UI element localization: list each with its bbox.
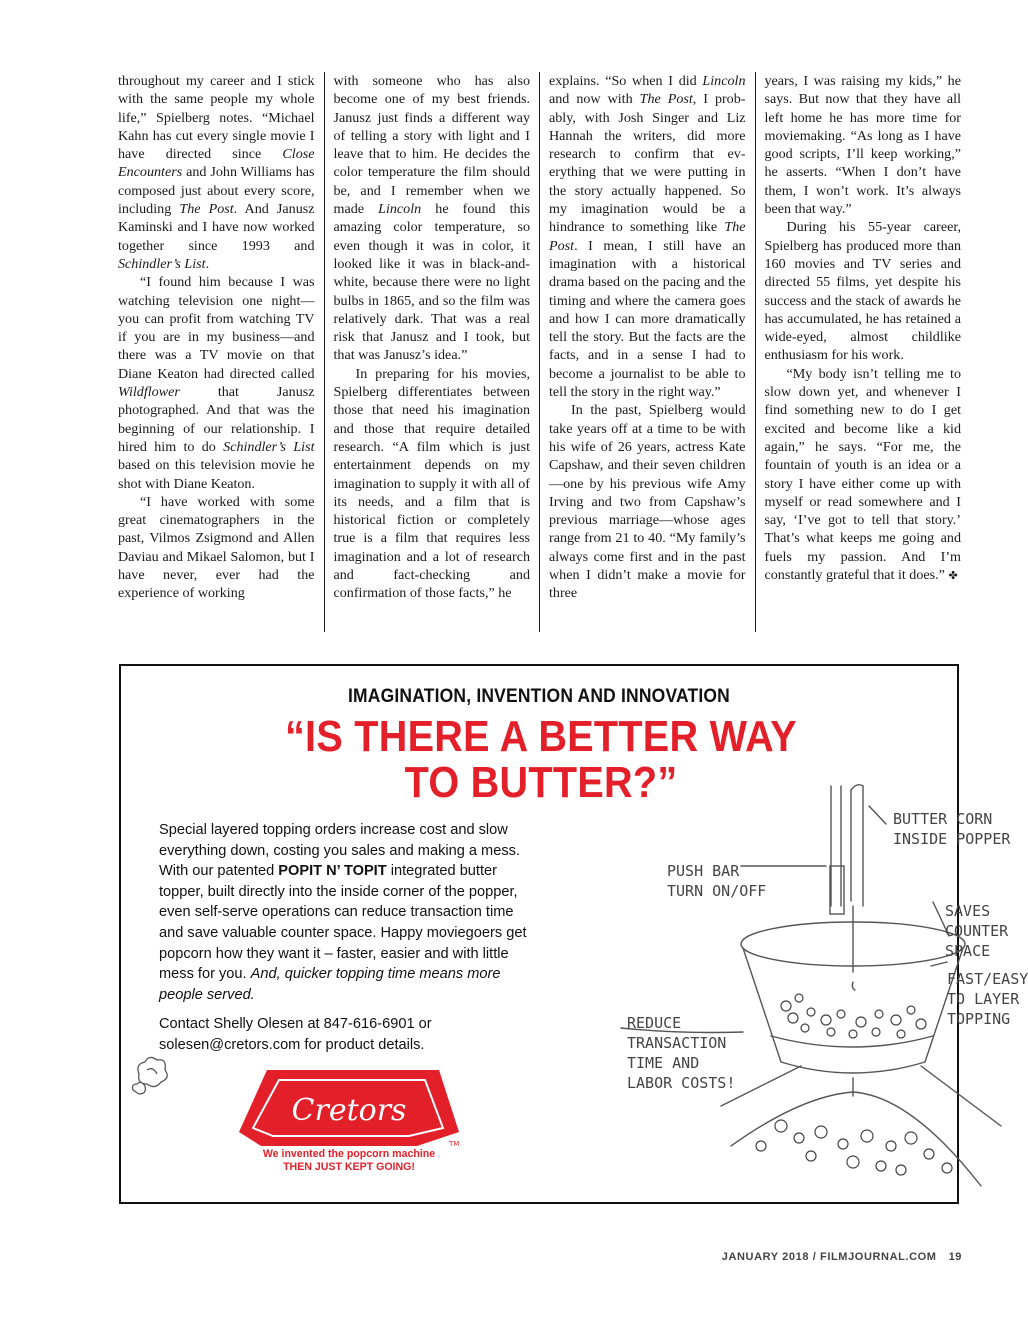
sketch-label: SAVES	[945, 902, 991, 920]
film-title: Lincoln	[702, 73, 746, 89]
sketch-label: INSIDE POPPER	[893, 830, 1011, 848]
cretors-logo-badge	[239, 1070, 459, 1148]
cretors-logo	[239, 1070, 469, 1180]
sketch-label: PUSH BAR	[667, 862, 740, 880]
ad-headline-line: TO BUTTER?”	[404, 758, 678, 807]
paragraph	[334, 72, 531, 365]
text-run: integrated butter topper, built directly into the inside corner of the popper, even self-serve operations can reduce transaction time and save valuable counter space. Happy moviegoers get popcorn how they want it – faster, easier and with little mess for you.	[159, 863, 527, 983]
sketch-label: FAST/EASY	[947, 970, 1028, 988]
film-title: Schindler’s List	[118, 255, 206, 272]
ad-kicker: IMAGINATION, INVENTION AND INNOVATION	[348, 686, 730, 707]
sketch-label: TIME AND	[627, 1054, 700, 1072]
film-title: The Post	[639, 91, 693, 108]
sketch-table	[921, 1066, 1001, 1126]
text-run: , I probably, with Josh Singer and Liz Hannah the writers, did more research to confirm that everything that we were putting in the story actually happened. So my imagination would be a hindrance to something like	[549, 91, 746, 236]
text-run: Special layered topping orders increase cost and slow everything down, costing you sales and making a mess. With our patented	[159, 822, 520, 880]
tagline-line: We invented the popcorn machine	[262, 1148, 436, 1160]
sketch-popcorn-pile	[756, 1120, 952, 1175]
film-title: The Post	[179, 201, 234, 218]
sketch-label: TURN ON/OFF	[667, 882, 767, 900]
sketch-label: TOPPING	[947, 1010, 1011, 1028]
text-run: based on this television movie he shot with Diane Keaton.	[118, 457, 315, 492]
text-run: throughout my career and I stick with the same people my whole life,” Spielberg notes. “Michael Kahn has cut every single movie I have directed since	[118, 73, 315, 163]
paragraph	[765, 365, 962, 586]
sketch-label: COUNTER	[945, 922, 1009, 940]
paragraph	[118, 273, 315, 493]
sketch-label: BUTTER CORN	[893, 810, 993, 828]
sketch-drop	[852, 982, 855, 990]
text-run: and John Williams has composed just about every score, including	[118, 164, 315, 218]
popcorn-icon	[125, 1046, 185, 1106]
article-column-1	[118, 72, 324, 632]
page-footer	[690, 1251, 962, 1263]
page-number: 19	[948, 1251, 962, 1263]
film-title: Wildflower	[118, 384, 180, 401]
end-mark-icon: ✤	[948, 570, 958, 583]
sketch-label: SPACE	[945, 942, 991, 960]
text-run: and now with	[549, 91, 640, 108]
article-column-2	[324, 72, 540, 632]
ad-headline-line: “IS THERE A BETTER WAY	[284, 712, 797, 761]
paragraph: In the past, Spielberg would take years off at a time to be with his wife of 26 years, actress Kate Capshaw, and their seven children—one by his previous wife Amy Irving and two from Capshaw’s previous marriage—whose ages range from 21 to 40. “My family’s always come first and in the past when I didn’t make a movie for three	[549, 402, 746, 602]
paragraph: years, I was raising my kids,” he says. But now that they have all left home he has more time for moviemaking. “As long as I have good scripts, I’ll keep working,” he asserts. “When I don’t have them, I won’t work. It’s always been that way.”	[764, 73, 961, 218]
paragraph: “I have worked with some great cinematographers in the past, Vilmos Zsigmond and Allen Daviau and Mikael Salomon, but I have never, ever had the experience of working	[118, 493, 315, 602]
paragraph: During his 55-year career, Spielberg has produced more than 160 movies and TV series and directed 55 films, yet despite his success and the stack of awards he has accumulated, he has retained a wide-eyed, almost childlike enthusiasm for his work.	[764, 219, 961, 364]
cretors-tagline	[239, 1148, 459, 1174]
paragraph	[549, 72, 746, 401]
article-column-4	[755, 72, 962, 632]
film-title: The Post	[549, 219, 746, 254]
text-run: .	[205, 255, 210, 272]
paragraph: In preparing for his movies, Spielberg differentiates between those that need his imagination and those that require detailed research. “A film which is just entertainment depends on my imagination to supply it with all of its needs, and a film that is historical fiction or completely true is a film that requires less imagination and a lot of research and fact-checking and confirmation of those facts,” he	[333, 365, 530, 602]
logo-text: Cretors	[291, 1093, 407, 1128]
article-column-3	[539, 72, 755, 632]
logo-tm: TM	[449, 1140, 460, 1148]
sketch-leader	[869, 806, 886, 824]
sketch-tube	[851, 785, 863, 790]
product-name: POPIT N’ TOPIT	[278, 863, 387, 880]
popper-sketch-illustration	[481, 766, 1028, 1196]
text-run: he found this amazing color temperature, so even though it was in color, it looked like it was in black-and-white, because there were no light bulbs in 1865, and so the film was relatively dark. That was a real risk that Janusz and I took, but that was Janusz’s idea.”	[333, 201, 530, 364]
film-title: Schindler’s List	[223, 438, 315, 455]
film-title: Close Encounters	[118, 146, 315, 181]
paragraph	[118, 72, 315, 273]
text-run: “I found him because I was watching television one night—you can profit from watching TV if you are in my business—and there was a TV movie on that Diane Keaton had directed called	[118, 274, 315, 382]
sketch-push-bar	[830, 866, 844, 914]
text-run: with someone who has also become one of my best friends. Janusz just finds a different way of telling a story with light and I leave that to him. He decides the color temperature the film should be, and I remember when we made	[333, 73, 530, 218]
sketch-leader	[931, 962, 947, 966]
sketch-label: TRANSACTION	[627, 1034, 727, 1052]
ad-contact: Contact Shelly Olesen at 847-616-6901 or solesen@cretors.com for product details.	[159, 1016, 432, 1053]
film-title: Lincoln	[378, 201, 422, 218]
text-run: . I mean, I still have an imagination with a historical drama based on the pacing and the timing and where the camera goes and how I can more dramatically tell the story. But the facts are the facts, and in a sense I had to become a journalist to be able to tell the story in the right way.”	[549, 237, 746, 401]
tagline-line: THEN JUST KEPT GOING!	[283, 1161, 415, 1173]
sketch-label: REDUCE	[627, 1014, 682, 1032]
sketch-popcorn	[781, 994, 926, 1038]
ad-body-copy	[159, 820, 529, 1005]
sketch-label: TO LAYER	[947, 990, 1020, 1008]
issue-folio: JANUARY 2018 / FILMJOURNAL.COM	[721, 1251, 937, 1263]
text-run: “My body isn’t telling me to slow down yet, and whenever I find something new to do I get excited and become like a kid again,” he says. “For me, the fountain of youth is an idea or a story I have either come up with myself or read somewhere and I say, ‘I’ve got to tell that story.’ That’s what keeps me going and fuels my passion. And I’m constantly grateful that it does.”	[764, 365, 961, 584]
text-run: . And Janusz Kaminski and I have now worked together since 1993 and	[118, 201, 315, 254]
sketch-label: LABOR COSTS!	[627, 1074, 736, 1092]
cretors-advertisement	[119, 664, 1028, 1204]
text-run: And, quicker topping time means more people served.	[159, 966, 501, 1003]
text-run: explains. “So when I did	[549, 73, 703, 89]
text-run: that Janusz photographed. And that was the beginning of our relationship. I hired him to do	[118, 384, 315, 455]
article-columns	[118, 72, 961, 632]
